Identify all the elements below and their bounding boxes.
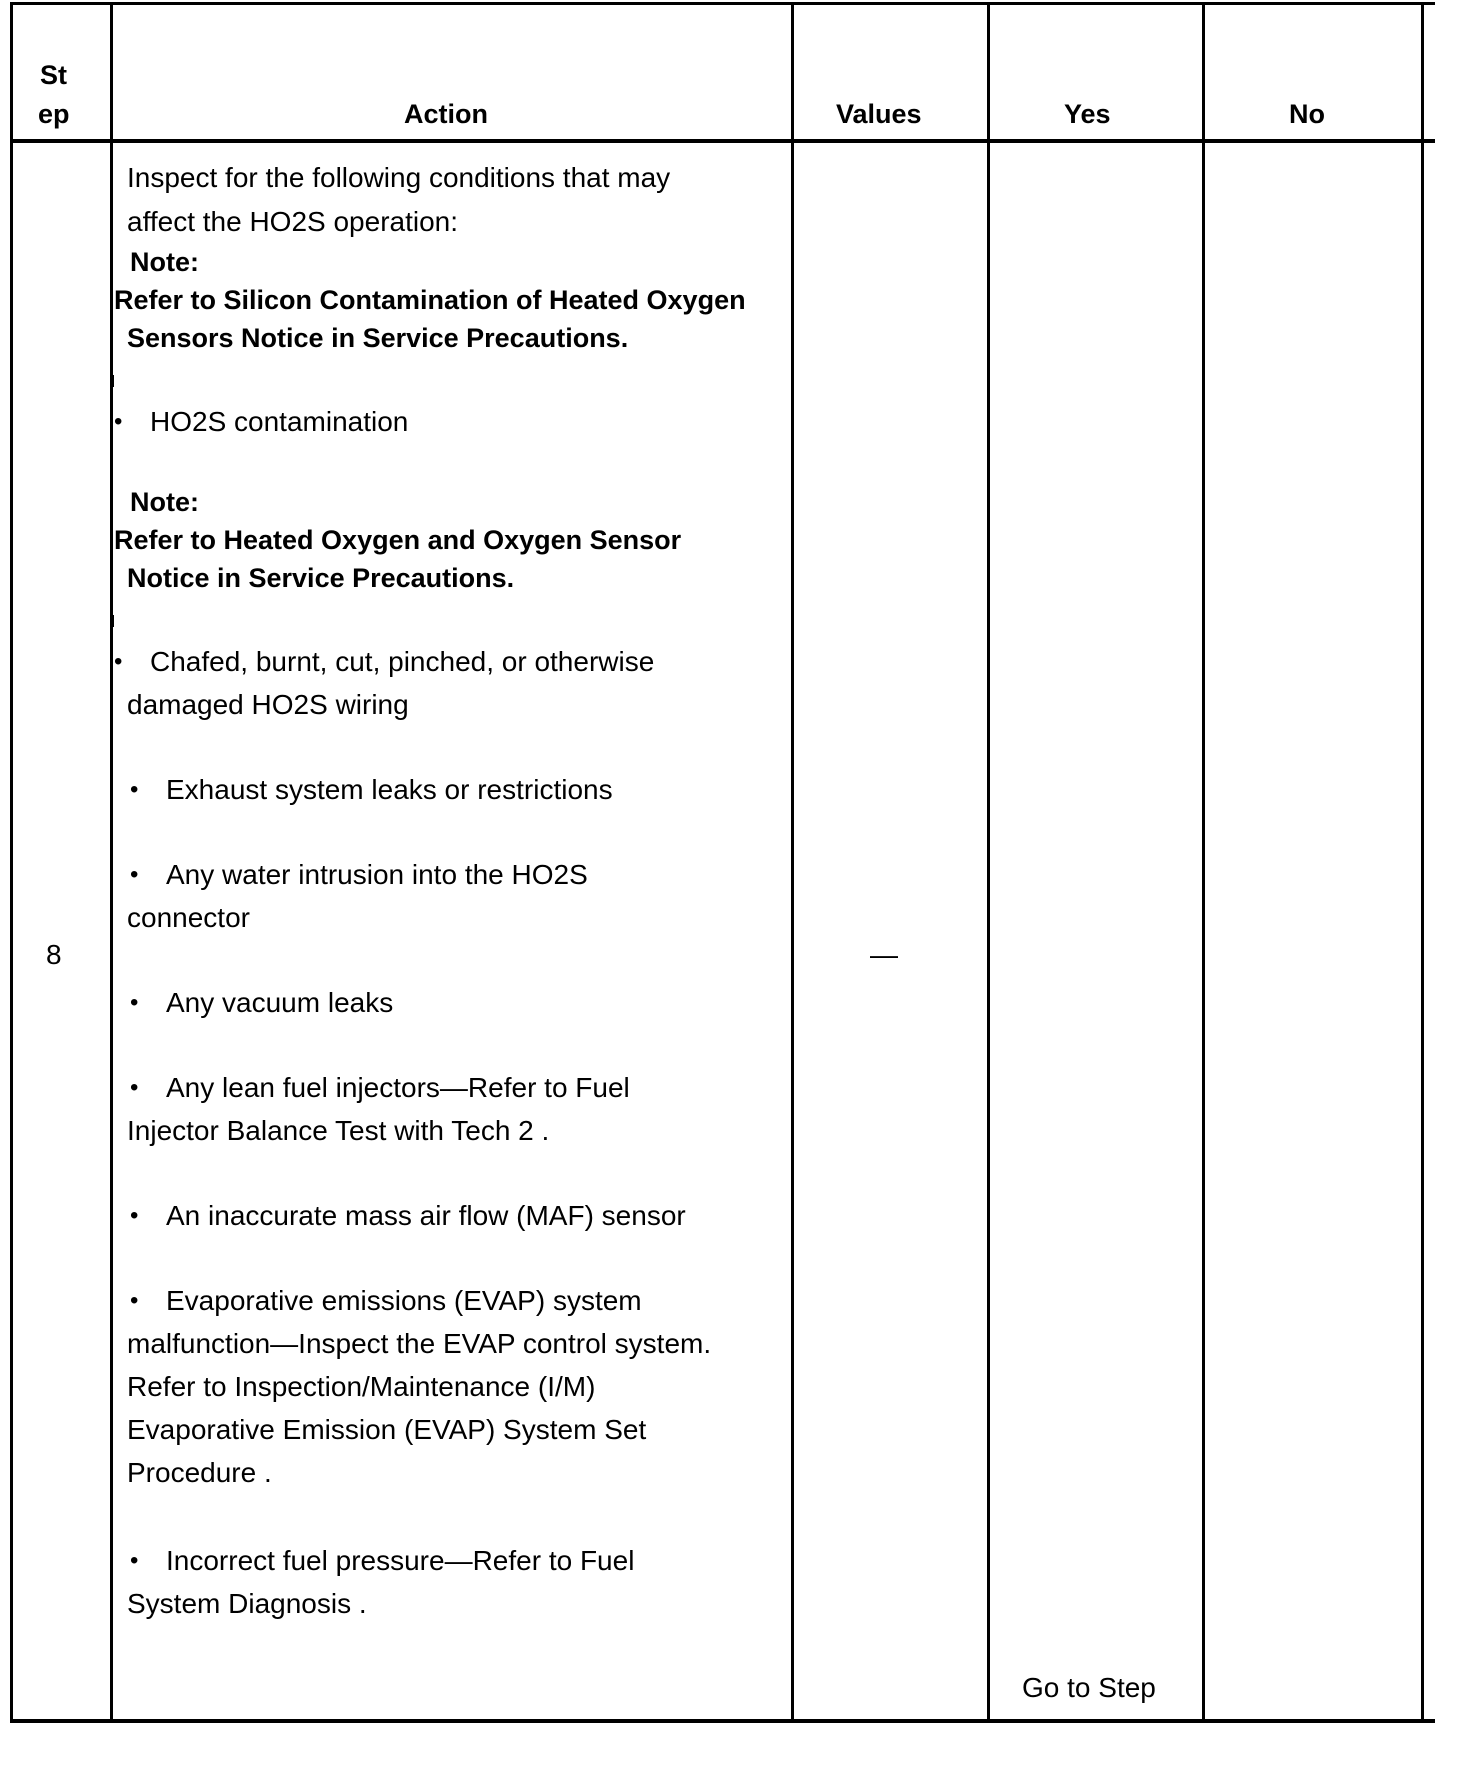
header-step-line1: St <box>40 60 67 90</box>
column-divider-values <box>987 2 990 1723</box>
table-border-top <box>10 2 1435 5</box>
action-intro-line1: Inspect for the following conditions that may <box>127 162 671 193</box>
item1-bullet: • <box>114 408 123 435</box>
item6-line1: Any lean fuel injectors—Refer to Fuel <box>166 1072 630 1103</box>
item9-line2: System Diagnosis . <box>127 1588 367 1619</box>
item2-bullet: • <box>114 648 123 675</box>
item4-bullet: • <box>130 861 139 888</box>
table-border-bottom <box>10 1719 1435 1723</box>
action-intro-line2: affect the HO2S operation: <box>127 206 459 237</box>
note1-label: Note: <box>130 247 199 277</box>
header-values: Values <box>836 99 922 129</box>
item5-text: Any vacuum leaks <box>166 987 394 1018</box>
header-action: Action <box>404 99 488 129</box>
item7-bullet: • <box>130 1202 139 1229</box>
item4-line1: Any water intrusion into the HO2S <box>166 859 588 890</box>
item3-bullet: • <box>130 776 139 803</box>
header-no: No <box>1289 99 1325 129</box>
item6-bullet: • <box>130 1074 139 1101</box>
item2-line1: Chafed, burnt, cut, pinched, or otherwise <box>150 646 655 677</box>
column-divider-action <box>791 2 794 1723</box>
item8-line4: Evaporative Emission (EVAP) System Set <box>127 1414 647 1445</box>
item9-line1: Incorrect fuel pressure—Refer to Fuel <box>166 1545 635 1576</box>
note2-label: Note: <box>130 487 199 517</box>
header-yes: Yes <box>1064 99 1111 129</box>
table-border-left <box>10 2 13 1723</box>
item3-text: Exhaust system leaks or restrictions <box>166 774 613 805</box>
header-step-line2: ep <box>38 99 70 129</box>
yes-cell: Go to Step <box>1022 1672 1156 1703</box>
item8-bullet: • <box>130 1287 139 1314</box>
table-header-divider <box>10 139 1435 143</box>
note1-line2: Sensors Notice in Service Precautions. <box>127 323 629 353</box>
item7-text: An inaccurate mass air flow (MAF) sensor <box>166 1200 686 1231</box>
item8-line3: Refer to Inspection/Maintenance (I/M) <box>127 1371 596 1402</box>
item5-bullet: • <box>130 989 139 1016</box>
note1-line1: Refer to Silicon Contamination of Heated Oxygen <box>114 285 746 315</box>
column-divider-step <box>110 2 113 1723</box>
note1-end-mark <box>112 375 114 387</box>
item8-line2: malfunction—Inspect the EVAP control system. <box>127 1328 712 1359</box>
note2-end-mark <box>112 615 114 627</box>
value-cell: — <box>870 939 898 970</box>
item8-line1: Evaporative emissions (EVAP) system <box>166 1285 642 1316</box>
item9-bullet: • <box>130 1547 139 1574</box>
item8-line5: Procedure . <box>127 1457 272 1488</box>
note2-line2: Notice in Service Precautions. <box>127 563 515 593</box>
item6-line2: Injector Balance Test with Tech 2 . <box>127 1115 550 1146</box>
item4-line2: connector <box>127 902 250 933</box>
note2-line1: Refer to Heated Oxygen and Oxygen Sensor <box>114 525 682 555</box>
item2-line2: damaged HO2S wiring <box>127 689 409 720</box>
table-border-right <box>1421 2 1424 1723</box>
column-divider-yes <box>1202 2 1205 1723</box>
item1-text: HO2S contamination <box>150 406 409 437</box>
step-number: 8 <box>46 939 62 970</box>
